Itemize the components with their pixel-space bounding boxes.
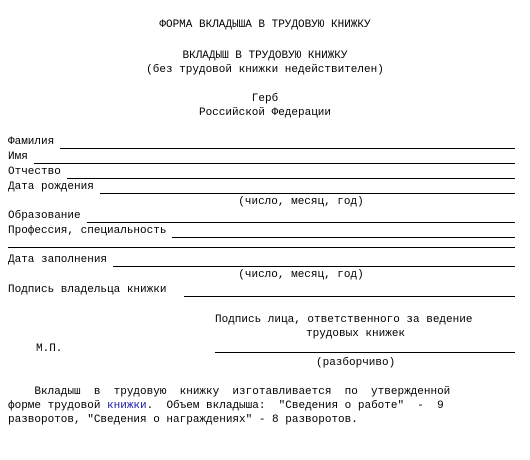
surname-line[interactable] <box>60 139 515 149</box>
patronymic-label: Отчество <box>8 166 61 178</box>
birth-date-field[interactable] <box>8 181 515 194</box>
surname-field[interactable] <box>8 136 515 149</box>
fill-date-line[interactable] <box>113 257 515 267</box>
profession-field[interactable] <box>8 225 515 238</box>
legible-hint: (разборчиво) <box>316 357 396 369</box>
name-label: Имя <box>8 151 28 163</box>
form-title: ФОРМА ВКЛАДЫША В ТРУДОВУЮ КНИЖКУ <box>159 19 371 31</box>
patronymic-field[interactable] <box>8 166 515 179</box>
insert-title: ВКЛАДЫШ В ТРУДОВУЮ КНИЖКУ <box>182 50 348 62</box>
emblem-line-2: Российской Федерации <box>198 107 332 119</box>
birth-date-hint: (число, месяц, год) <box>238 196 364 208</box>
description-line-1: Вкладыш в трудовую книжку изготавливается по утвержденной <box>8 386 451 398</box>
education-field[interactable] <box>8 210 515 223</box>
fill-date-field[interactable] <box>8 254 515 267</box>
responsible-signature-label-1: Подпись лица, ответственного за ведение <box>215 314 473 326</box>
birth-date-line[interactable] <box>100 184 515 194</box>
patronymic-line[interactable] <box>67 169 515 179</box>
birth-date-label: Дата рождения <box>8 181 94 193</box>
name-line[interactable] <box>34 154 515 164</box>
owner-signature-field[interactable] <box>8 284 515 297</box>
book-link[interactable]: книжки <box>107 400 147 412</box>
surname-label: Фамилия <box>8 136 55 148</box>
validity-note: (без трудовой книжки недействителен) <box>146 64 384 76</box>
education-line[interactable] <box>87 213 515 223</box>
description-line-3: разворотов, "Сведения о награждениях" - 8 разворотов. <box>8 414 358 426</box>
profession-extra-line[interactable] <box>8 247 515 248</box>
responsible-signature-line[interactable] <box>215 352 515 353</box>
profession-line[interactable] <box>172 228 515 238</box>
emblem-line-1: Герб <box>251 93 279 105</box>
responsible-signature-label-2: трудовых книжек <box>306 328 406 340</box>
description-line-2-end: . Объем вкладыша: "Сведения о работе" - 9 <box>146 400 444 412</box>
education-label: Образование <box>8 210 81 222</box>
stamp-place-label: М.П. <box>36 343 63 355</box>
name-field[interactable] <box>8 151 515 164</box>
profession-label: Профессия, специальность <box>8 225 167 237</box>
description-line-2-start: форме трудовой <box>8 400 108 412</box>
fill-date-hint: (число, месяц, год) <box>238 269 364 281</box>
fill-date-label: Дата заполнения <box>8 254 108 266</box>
description-line-2 <box>8 399 516 413</box>
owner-signature-label: Подпись владельца книжки <box>8 284 167 296</box>
owner-signature-line[interactable] <box>184 287 515 297</box>
